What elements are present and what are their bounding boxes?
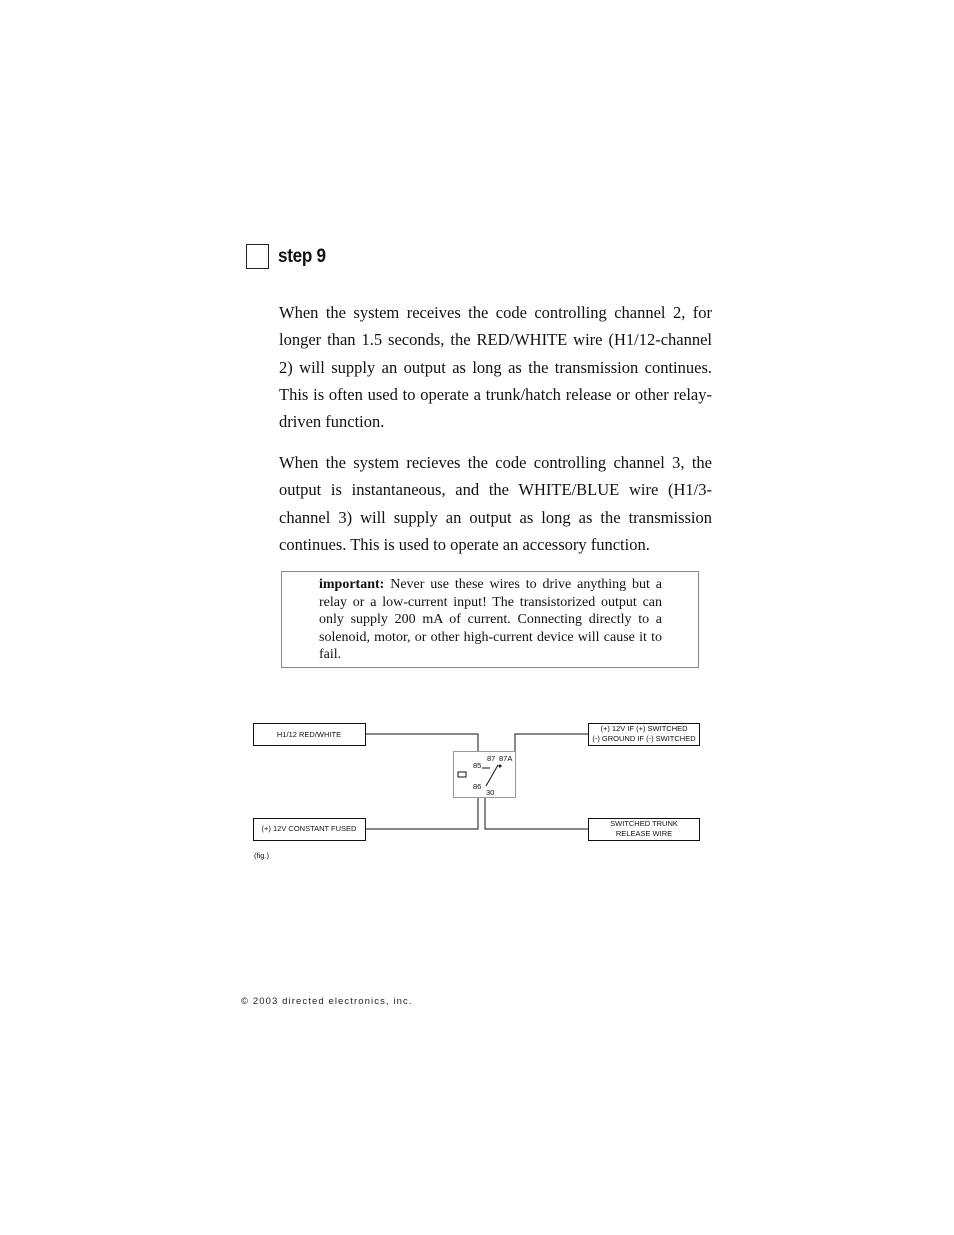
label-switched-line1: (+) 12V IF (+) SWITCHED bbox=[600, 724, 688, 733]
pin-30: 30 bbox=[486, 788, 495, 797]
label-constant-fused: (+) 12V CONSTANT FUSED bbox=[261, 824, 357, 833]
pin-86: 86 bbox=[473, 782, 482, 791]
figure-tag: (fig.) bbox=[254, 851, 269, 860]
pin-87: 87 bbox=[487, 754, 496, 763]
relay-coil-icon bbox=[458, 772, 466, 777]
step-heading: step 9 bbox=[278, 246, 326, 267]
wire-switched-source bbox=[508, 734, 589, 770]
pin-87a: 87A bbox=[499, 754, 513, 763]
paragraph-channel-2: When the system receives the code controlling channel 2, for longer than 1.5 seconds, the RED/WHITE wire (H1/12-channel 2) will supply an output as long as the transmission continues. This is often used to operate a trunk/hatch release or other relay-driven function. bbox=[279, 303, 712, 432]
footer-copyright: © 2003 directed electronics, inc. bbox=[241, 996, 413, 1007]
important-label: important: bbox=[319, 577, 385, 592]
paragraph-channel-3: When the system recieves the code controlling channel 3, the output is instantaneous, and the WHITE/BLUE wire (H1/3-channel 3) will supply an output as long as the transmission continues. This is used to operate an accessory function. bbox=[279, 453, 712, 554]
label-trunk-line2: RELEASE WIRE bbox=[615, 829, 673, 838]
label-switched-line2: (-) GROUND IF (-) SWITCHED bbox=[592, 734, 696, 743]
label-trunk-line1: SWITCHED TRUNK bbox=[610, 819, 678, 828]
pin-85: 85 bbox=[473, 761, 482, 770]
important-note-text: Never use these wires to drive anything but a relay or a low-current input! The transistorized output can only supply 200 mA of current. Connecting directly to a solenoid, motor, or other high-current device will cause it to fail. bbox=[319, 577, 662, 663]
label-red-white: H1/12 RED/WHITE bbox=[276, 730, 342, 739]
